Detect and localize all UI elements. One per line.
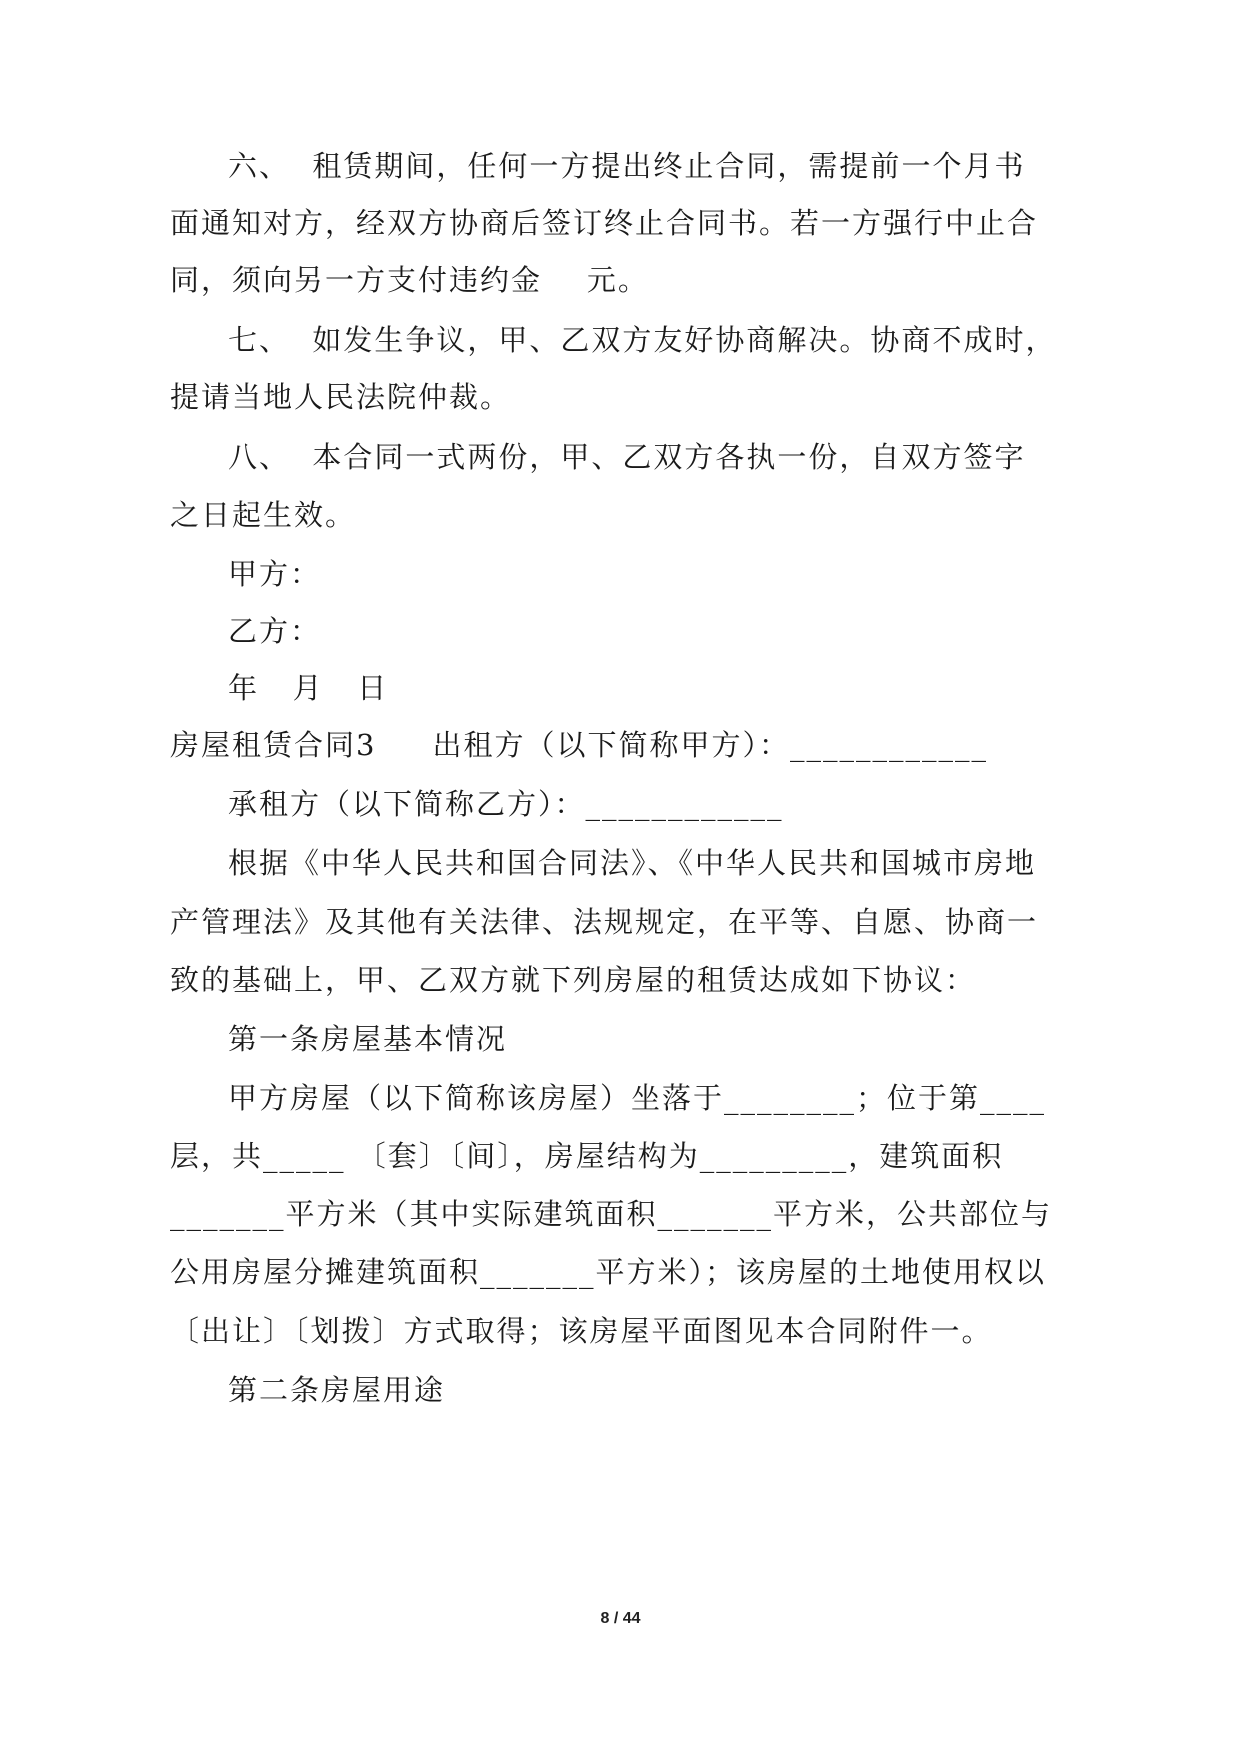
clause-7-line-2: 提请当地人民法院仲裁。 [170, 380, 512, 414]
article-1-line-4: 公用房屋分摊建筑面积_______平方米）；该房屋的土地使用权以 [170, 1255, 1047, 1289]
article-1-heading: 第一条房屋基本情况 [228, 1022, 508, 1056]
clause-7-line-1: 七、 如发生争议，甲、乙双方友好协商解决。协商不成时， [228, 323, 1057, 357]
article-1-line-1: 甲方房屋（以下简称该房屋）坐落于________；位于第____ [228, 1081, 1047, 1115]
contract-3-title-lessor: 房屋租赁合同3 出租方（以下简称甲方）：____________ [170, 728, 989, 762]
party-a-signature: 甲方： [228, 557, 322, 591]
preamble-line-1: 根据《中华人民共和国合同法》、《中华人民共和国城市房地 [228, 846, 1037, 880]
signing-date: 年 月 日 [228, 671, 389, 705]
preamble-line-2: 产管理法》及其他有关法律、法规规定，在平等、自愿、协商一 [170, 905, 1039, 939]
article-1-line-2: 层，共_____ 〔套〕〔间〕，房屋结构为_________，建筑面积 [170, 1139, 1004, 1173]
clause-6-line-1: 六、 租赁期间，任何一方提出终止合同，需提前一个月书 [228, 149, 1026, 183]
clause-8-line-1: 八、 本合同一式两份，甲、乙双方各执一份，自双方签字 [228, 440, 1026, 474]
clause-6-line-2: 面通知对方，经双方协商后签订终止合同书。若一方强行中止合 [170, 206, 1039, 240]
article-1-line-3: _______平方米（其中实际建筑面积_______平方米，公共部位与 [170, 1197, 1053, 1231]
article-1-line-5: 〔出让〕〔划拨〕方式取得；该房屋平面图见本合同附件一。 [170, 1314, 993, 1348]
clause-6-line-3: 同，须向另一方支付违约金 元。 [170, 263, 649, 297]
preamble-line-3: 致的基础上，甲、乙双方就下列房屋的租赁达成如下协议： [170, 963, 977, 997]
party-b-signature: 乙方： [228, 614, 322, 648]
article-2-heading: 第二条房屋用途 [228, 1373, 446, 1407]
page-number: 8 / 44 [600, 1610, 641, 1627]
lessee-line: 承租方（以下简称乙方）：____________ [228, 787, 784, 821]
clause-8-line-2: 之日起生效。 [170, 498, 357, 532]
